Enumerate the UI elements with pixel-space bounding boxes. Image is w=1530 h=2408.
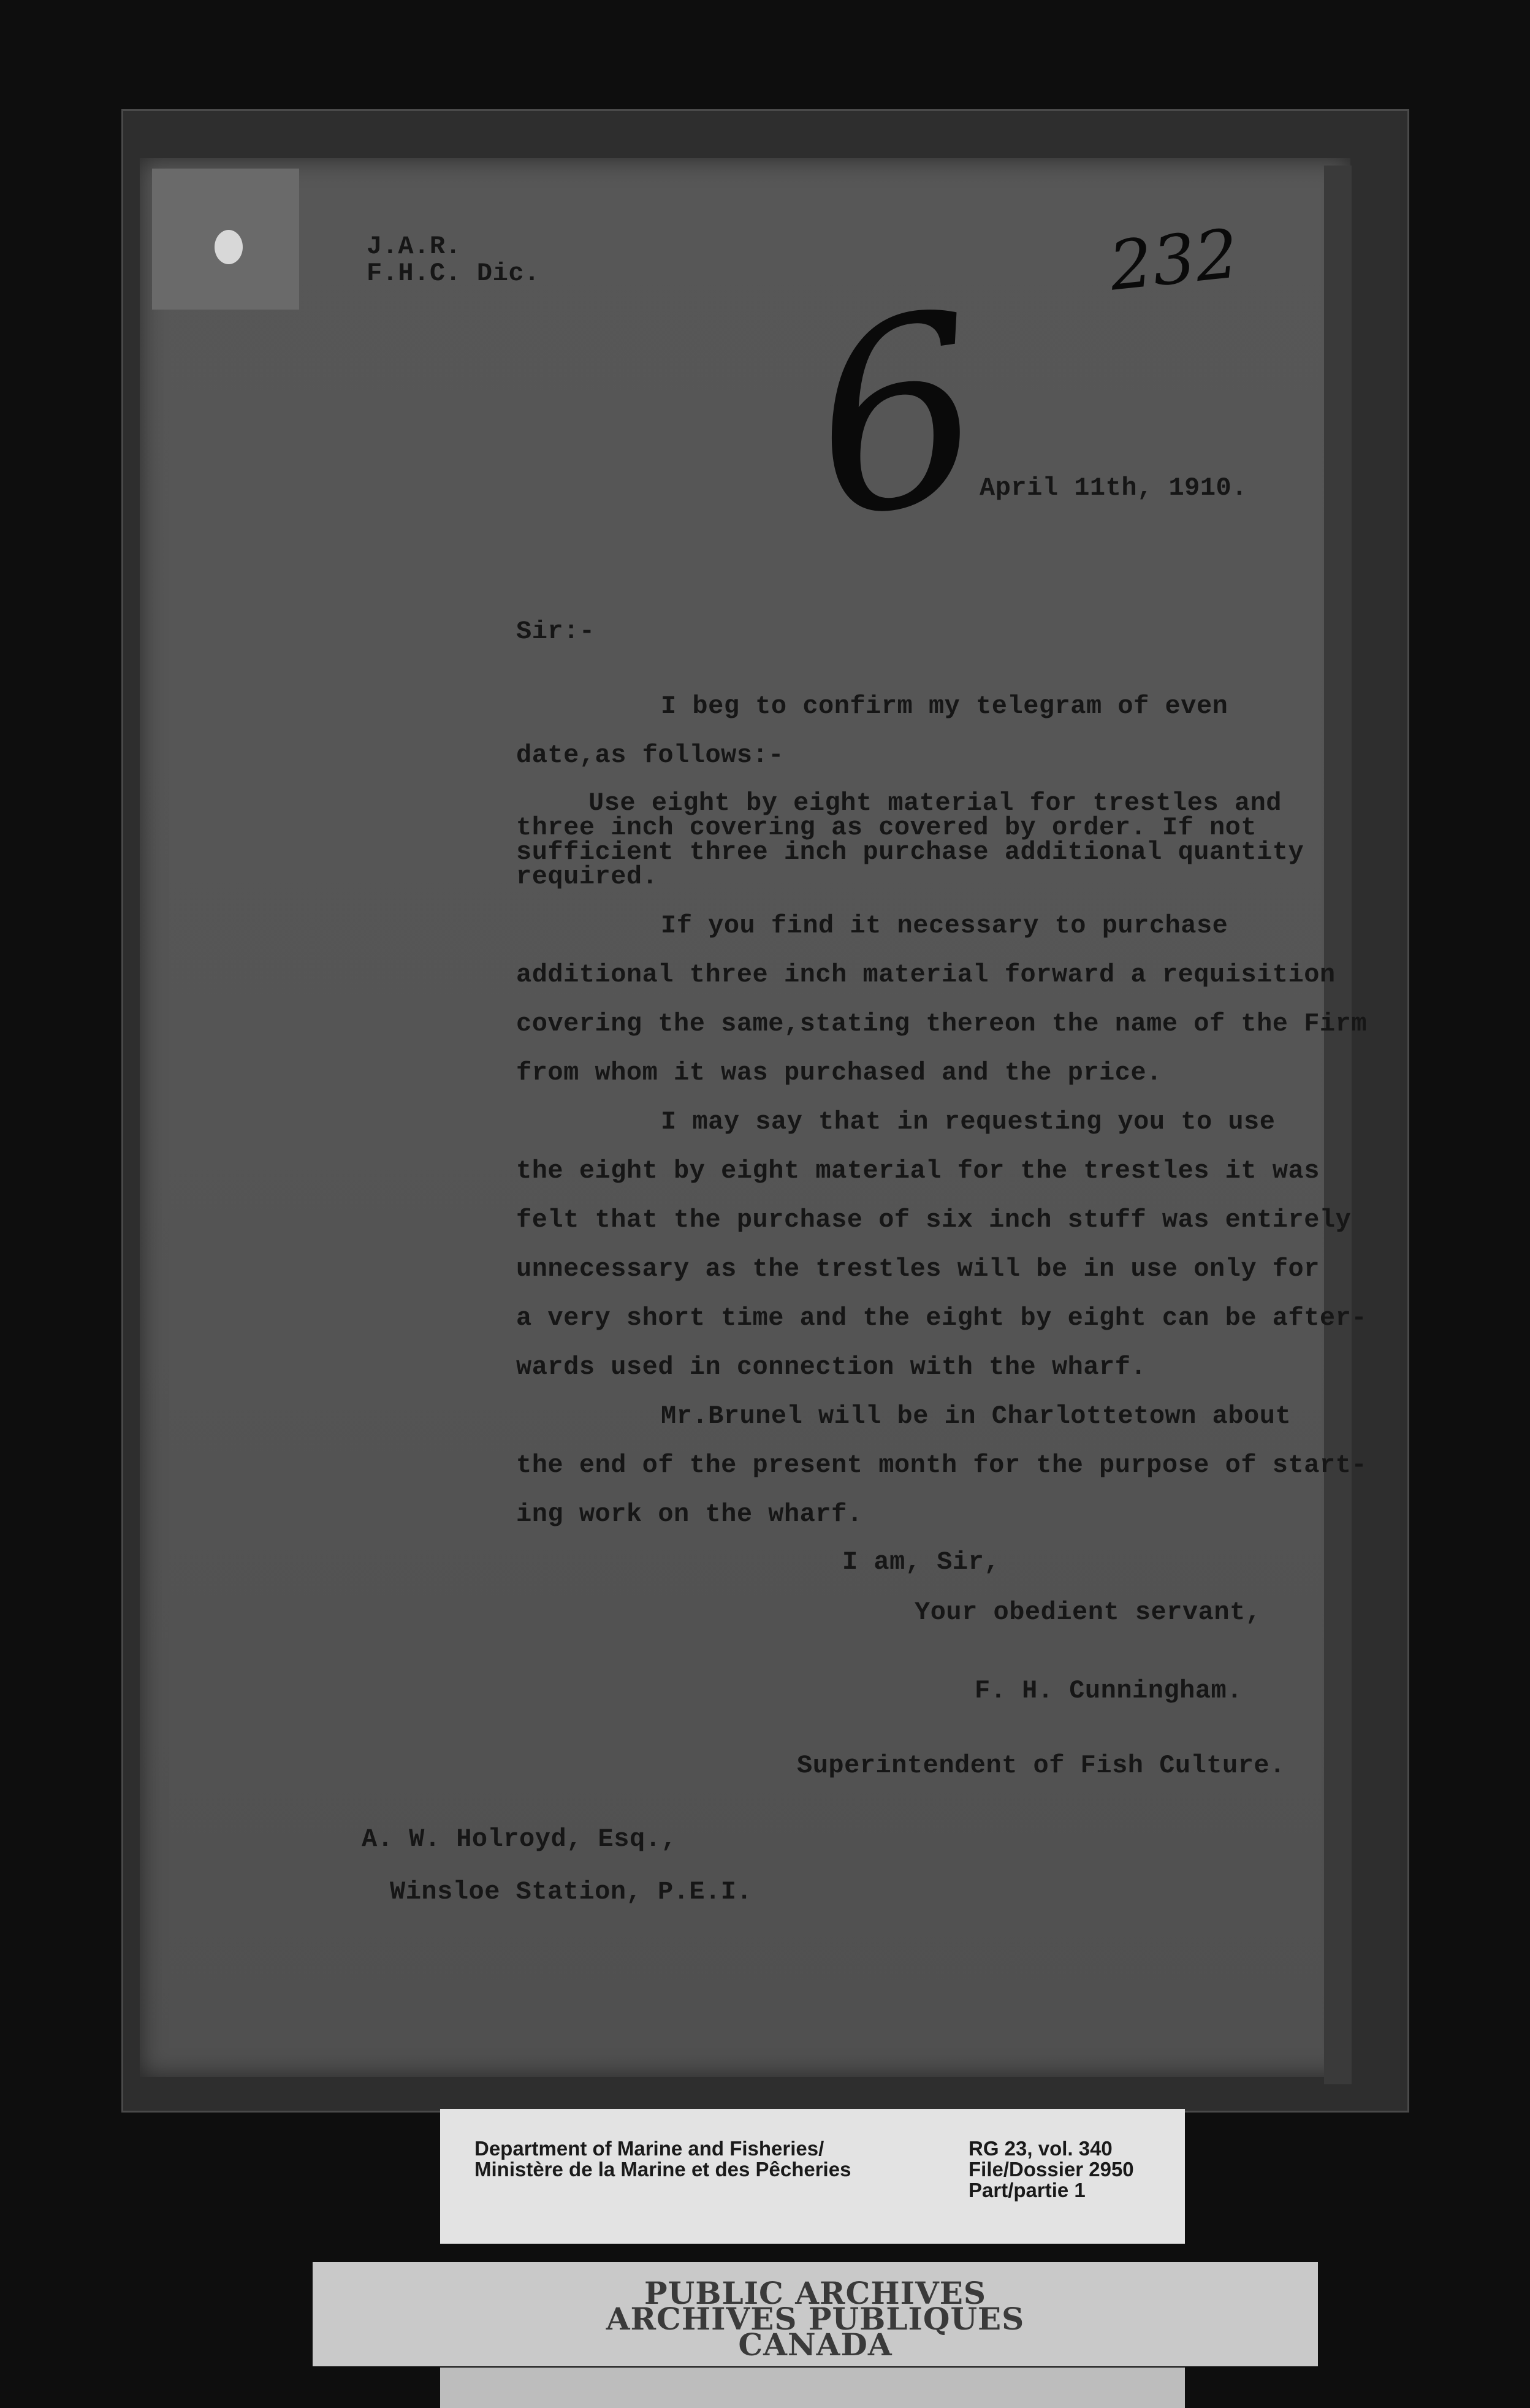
reference-line-2: File/Dossier 2950	[969, 2158, 1134, 2181]
body-line-11: Mr.Brunel will be in Charlottetown about	[661, 1401, 1292, 1431]
letter-date: April 11th, 1910.	[980, 473, 1247, 503]
body-line-5: I may say that in requesting you to use	[661, 1107, 1276, 1137]
reference-line-3: Part/partie 1	[969, 2179, 1086, 2201]
archive-stamp	[313, 2262, 1318, 2366]
body-line-6: the eight by eight material for the trestles it was	[516, 1156, 1320, 1186]
salutation: Sir:-	[516, 617, 595, 646]
intro-line-1: I beg to confirm my telegram of even	[661, 692, 1228, 721]
body-line-1: If you find it necessary to purchase	[661, 911, 1228, 940]
department-line-2: Ministère de la Marine et des Pêcheries	[474, 2158, 851, 2181]
intro-line-2: date,as follows:-	[516, 741, 784, 770]
body-line-9: a very short time and the eight by eight can be after-	[516, 1303, 1368, 1333]
body-line-4: from whom it was purchased and the price.	[516, 1058, 1162, 1088]
body-line-13: ing work on the wharf.	[516, 1499, 863, 1529]
header-initials-1: J.A.R.	[367, 232, 462, 261]
addressee-line-2: Winsloe Station, P.E.I.	[390, 1877, 753, 1907]
body-line-7: felt that the purchase of six inch stuff was entirely	[516, 1205, 1352, 1235]
signature-name: F. H. Cunningham.	[975, 1676, 1243, 1705]
closing-line-1: I am, Sir,	[842, 1547, 1000, 1577]
bottom-label-strip	[440, 2368, 1185, 2408]
stamp-line-1: PUBLIC ARCHIVES	[644, 2275, 986, 2311]
stamp-line-2: ARCHIVES PUBLIQUES	[606, 2301, 1025, 2337]
archive-label	[440, 2109, 1185, 2244]
addressee-line-1: A. W. Holroyd, Esq.,	[362, 1824, 677, 1854]
header-initials-2: F.H.C. Dic.	[367, 259, 540, 288]
body-line-10: wards used in connection with the wharf.	[516, 1352, 1147, 1382]
handwritten-mark: 6	[795, 256, 999, 577]
telegram-line-2: three inch covering as covered by order. If not	[516, 813, 1257, 842]
stamp-line-3: CANADA	[738, 2326, 893, 2363]
handwritten-page-number: 232	[1105, 214, 1243, 306]
reference-line-1: RG 23, vol. 340	[969, 2137, 1113, 2160]
body-line-2: additional three inch material forward a requisition	[516, 960, 1336, 989]
body-line-3: covering the same,stating thereon the name of the Firm	[516, 1009, 1368, 1038]
signature-title: Superintendent of Fish Culture.	[797, 1751, 1285, 1780]
body-line-12: the end of the present month for the purpose of start-	[516, 1450, 1368, 1480]
department-line-1: Department of Marine and Fisheries/	[474, 2137, 824, 2160]
telegram-line-1: Use eight by eight material for trestles and	[588, 788, 1282, 818]
sheet-edge-shadow	[1324, 166, 1352, 2084]
body-line-8: unnecessary as the trestles will be in use only for	[516, 1254, 1320, 1284]
telegram-line-4: required.	[516, 862, 658, 891]
closing-line-2: Your obedient servant,	[915, 1598, 1262, 1627]
punch-hole-icon	[215, 230, 243, 264]
telegram-line-3: sufficient three inch purchase additional quantity	[516, 837, 1304, 867]
